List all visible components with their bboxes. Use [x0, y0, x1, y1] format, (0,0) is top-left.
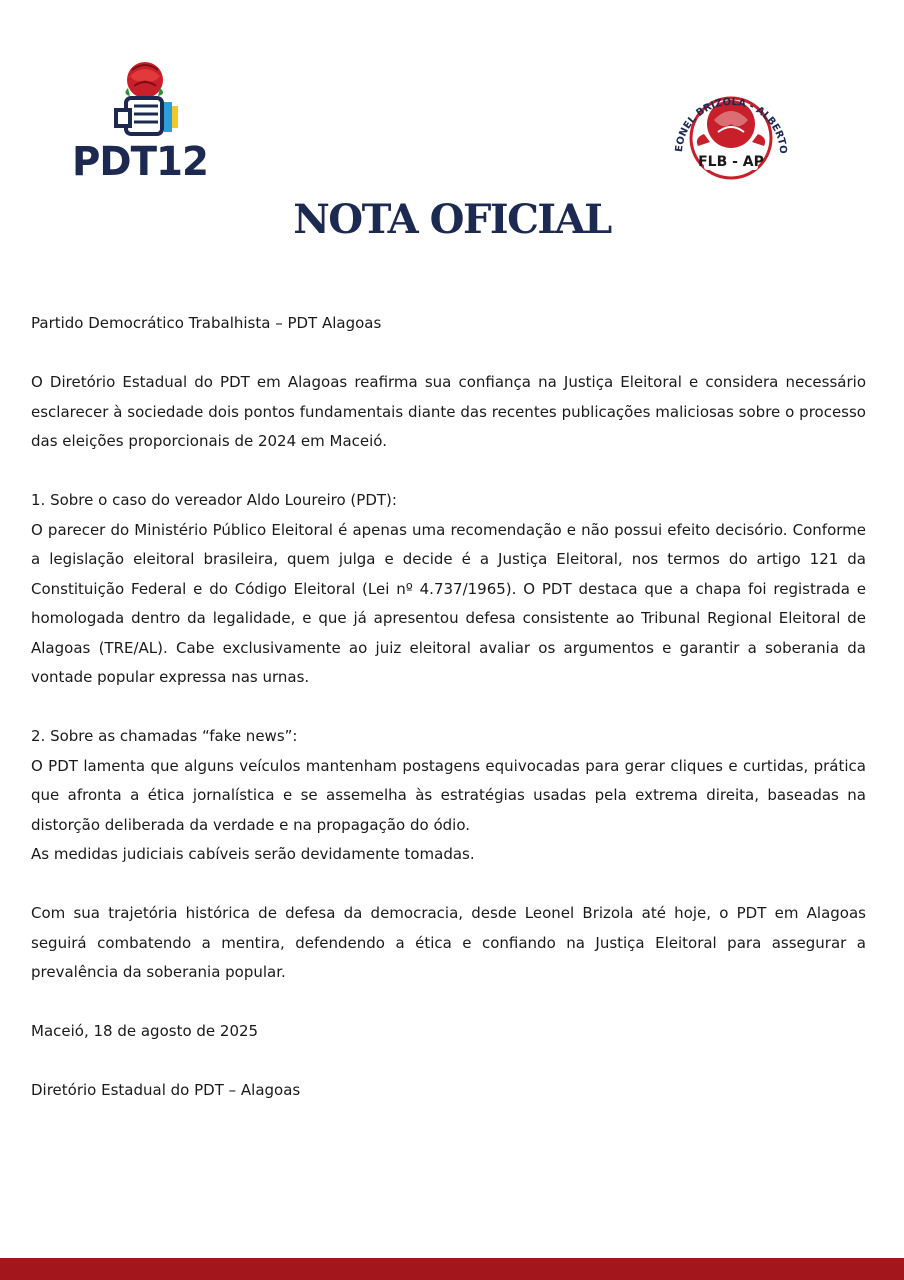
point2-paragraph: O PDT lamenta que alguns veículos mantenham postagens equivocadas para gerar cliques e curtidas, prática que afronta a ética jornalística e se assemelha às estratégias usadas pela extrema direita, baseadas na distorção deliberada da verdade e na propagação do ódio. — [31, 756, 866, 834]
point1-heading: 1. Sobre o caso do vereador Aldo Loureiro (PDT): — [31, 491, 397, 509]
closing-paragraph: Com sua trajetória histórica de defesa da democracia, desde Leonel Brizola até hoje, o PDT em Alagoas seguirá combatendo a mentira, defendendo a ética e confiando na Justiça Eleitoral para assegurar a prevalência da soberania popular. — [31, 904, 866, 981]
logo-right-badge: FLB - AP — [698, 154, 764, 170]
signature: Diretório Estadual do PDT – Alagoas — [31, 1081, 301, 1099]
fist-icon — [116, 98, 178, 134]
logo-right-ring-text: EONEL BRIZOLA - ALBERTO — [673, 96, 789, 155]
page-title: NOTA OFICIAL — [293, 196, 611, 243]
logo-left-text: PDT12 — [72, 139, 208, 180]
party-line: Partido Democrático Trabalhista – PDT Alagoas — [31, 314, 382, 332]
point1-paragraph: O parecer do Ministério Público Eleitoral é apenas uma recomendação e não possui efeito decisório. Conforme a legislação eleitoral brasileira, quem julga e decide é a Justiça Eleitoral, nos termos do artigo 121 da Constituição Federal e do Código Eleitoral (Lei nº 4.737/1965). O PDT destaca que a chapa foi registrada e homologada dentro da legalidade, e que já apresentou defesa consistente ao Tribunal Regional Eleitoral de Alagoas (TRE/AL). Cabe exclusivamente ao juiz eleitoral avaliar os argumentos e garantir a soberania da vontade popular expressa nas urnas. — [31, 520, 866, 686]
footer-bar — [0, 1258, 904, 1280]
flb-ap-logo — [664, 72, 798, 190]
point2-heading: 2. Sobre as chamadas “fake news”: — [31, 727, 298, 745]
point2-measures: As medidas judiciais cabíveis serão devidamente tomadas. — [31, 845, 475, 863]
pdt12-logo — [70, 58, 210, 180]
note-body — [31, 309, 866, 1106]
date-line: Maceió, 18 de agosto de 2025 — [31, 1022, 259, 1040]
rose-icon — [125, 62, 163, 98]
intro-paragraph: O Diretório Estadual do PDT em Alagoas reafirma sua confiança na Justiça Eleitoral e considera necessário esclarecer à sociedade dois pontos fundamentais diante das recentes publicações maliciosas sobre o processo das eleições proporcionais de 2024 em Maceió. — [31, 373, 866, 450]
